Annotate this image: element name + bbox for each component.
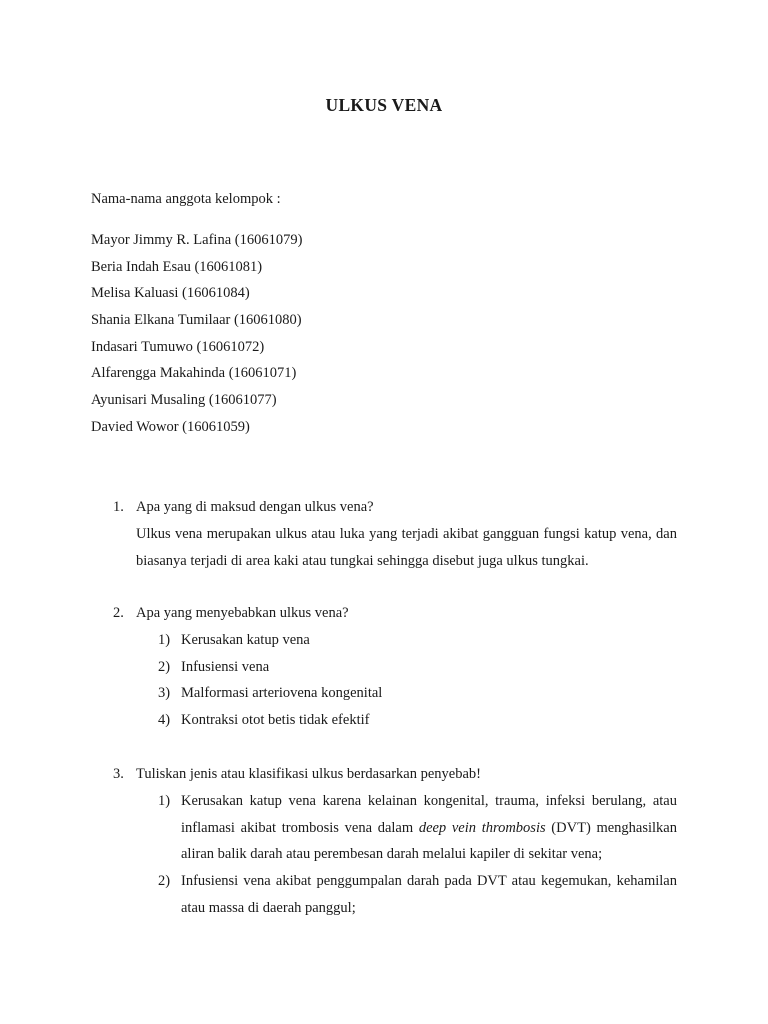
- list-item-number: 4): [158, 712, 171, 729]
- question-text: Tuliskan jenis atau klasifikasi ulkus berdasarkan penyebab!: [136, 766, 481, 782]
- question-1: [91, 494, 677, 574]
- question-number: 3.: [113, 766, 124, 782]
- member-item: Alfarengga Makahinda (16061071): [91, 365, 297, 382]
- question-2: [91, 600, 677, 734]
- question-text: Apa yang di maksud dengan ulkus vena?: [136, 499, 374, 515]
- list-item: [136, 868, 677, 922]
- list-item: [136, 627, 677, 654]
- member-item: Mayor Jimmy R. Lafina (16061079): [91, 232, 303, 248]
- member-list: [91, 230, 302, 444]
- list-item-text: Kontraksi otot betis tidak efektif: [181, 712, 370, 729]
- list-item: [136, 707, 677, 734]
- members-intro: Nama-nama anggota kelompok :: [91, 191, 281, 207]
- question-text: Apa yang menyebabkan ulkus vena?: [136, 605, 349, 621]
- list-item: [136, 788, 677, 868]
- list-item-text: Kerusakan katup vena: [181, 631, 310, 648]
- list-item-emphasis: deep vein thrombosis: [418, 819, 546, 836]
- list-item-number: 1): [158, 631, 171, 648]
- list-item-text: Infusiensi vena akibat penggumpalan darah pada DVT atau kegemukan, kehamilan atau massa di daerah panggul;: [181, 873, 677, 916]
- list-item-number: 2): [158, 658, 171, 675]
- page-title: ULKUS VENA: [325, 95, 443, 115]
- question-number: 1.: [113, 499, 124, 515]
- answer-text: Ulkus vena merupakan ulkus atau luka yang terjadi akibat gangguan fungsi katup vena, dan biasanya terjadi di area kaki atau tungkai sehingga disebut juga ulkus tungkai.: [136, 525, 677, 569]
- list-item: [136, 680, 677, 707]
- question-3: [91, 761, 677, 922]
- list-item-text-a: Kerusakan katup vena karena kelainan kongenital, trauma, infeksi berulang, atau inflamasi akibat trombosis vena dalam: [181, 792, 677, 836]
- list-item-text: Malformasi arteriovena kongenital: [181, 685, 383, 702]
- list-item-number: 2): [158, 873, 171, 890]
- member-item: Ayunisari Musaling (16061077): [91, 392, 277, 409]
- question-number: 2.: [113, 605, 124, 621]
- list-item-text: Infusiensi vena: [181, 658, 270, 675]
- list-item-text-b: (DVT) menghasilkan aliran balik darah atau perembesan darah melalui kapiler di sekitar vena;: [181, 819, 677, 863]
- member-item: Davied Wowor (16061059): [91, 418, 250, 435]
- member-item: Indasari Tumuwo (16061072): [91, 338, 265, 355]
- list-item-number: 1): [158, 792, 171, 809]
- list-item-number: 3): [158, 685, 171, 702]
- classification-list: [136, 788, 677, 922]
- member-item: Shania Elkana Tumilaar (16061080): [91, 312, 302, 329]
- member-item: Beria Indah Esau (16061081): [91, 258, 263, 275]
- member-item: Melisa Kaluasi (16061084): [91, 285, 250, 302]
- cause-list: [136, 627, 677, 734]
- list-item: [136, 654, 677, 681]
